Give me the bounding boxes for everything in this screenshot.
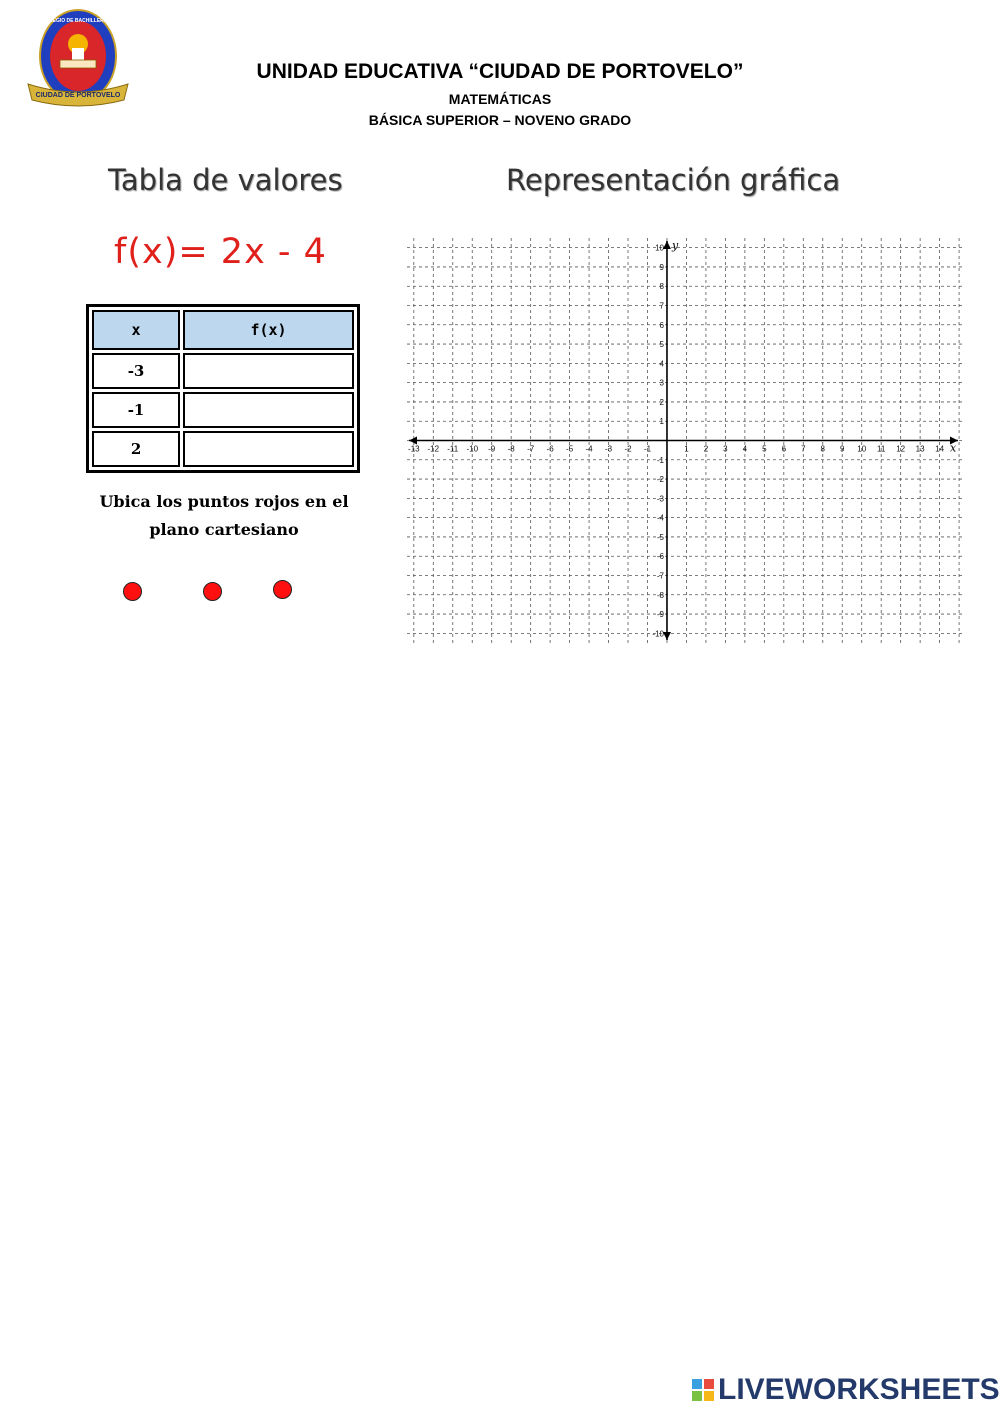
y-tick-label: -10	[652, 629, 664, 639]
y-tick-label: -7	[656, 571, 664, 581]
table-cell-fx-input[interactable]	[183, 431, 354, 467]
x-tick-label: 5	[762, 444, 767, 454]
school-name: UNIDAD EDUCATIVA “CIUDAD DE PORTOVELO”	[256, 60, 744, 83]
y-tick-label: -6	[656, 552, 664, 562]
x-tick-label: 3	[723, 444, 728, 454]
y-tick-label: 4	[659, 359, 664, 369]
table-cell-fx-input[interactable]	[183, 353, 354, 389]
x-tick-label: 2	[703, 444, 709, 454]
y-tick-label: 8	[659, 282, 664, 292]
table-row	[92, 431, 354, 467]
function-expression: f(x)= 2x - 4	[114, 232, 327, 272]
y-tick-label: 3	[659, 378, 664, 388]
table-cell-x: 2	[92, 431, 180, 467]
x-tick-label: 10	[857, 444, 867, 454]
x-tick-label: -13	[408, 444, 420, 454]
table-header-fx: f(x)	[183, 310, 354, 350]
red-point-3[interactable]	[273, 580, 292, 599]
x-tick-label: 14	[935, 444, 945, 454]
liveworksheets-logo-icon	[692, 1379, 714, 1401]
x-tick-label: -8	[507, 444, 515, 454]
instruction-text: Ubica los puntos rojos en el plano cartesiano	[99, 492, 349, 539]
x-tick-label: 13	[915, 444, 925, 454]
y-tick-label: 1	[659, 417, 664, 427]
x-tick-label: 8	[820, 444, 825, 454]
y-tick-label: 7	[659, 301, 664, 311]
x-tick-label: 7	[801, 444, 806, 454]
table-header-x: x	[92, 310, 180, 350]
x-tick-label: -1	[643, 444, 652, 454]
x-tick-label: 4	[742, 444, 748, 454]
x-tick-label: -7	[527, 444, 535, 454]
liveworksheets-brand: LIVEWORKSHEETS	[718, 1373, 1000, 1406]
red-point-2[interactable]	[203, 582, 222, 601]
y-tick-label: 5	[659, 340, 664, 350]
table-row	[92, 353, 354, 389]
y-tick-label: 2	[659, 397, 664, 407]
cartesian-plane[interactable]	[407, 238, 962, 643]
y-tick-label: -8	[656, 590, 664, 600]
y-axis-arrow-up	[663, 241, 671, 249]
y-tick-label: 10	[655, 243, 664, 253]
y-tick-label: 6	[659, 320, 664, 330]
x-tick-label: -3	[604, 444, 613, 454]
x-tick-label: -12	[427, 444, 440, 454]
y-axis-label: y	[671, 239, 679, 252]
x-axis-label: x	[950, 441, 957, 455]
x-tick-label: -11	[447, 444, 459, 454]
x-axis-arrow-left	[409, 437, 417, 445]
logo-bottom-text: EL ORO	[70, 105, 86, 110]
values-table-title: Tabla de valores	[108, 163, 343, 197]
subject: MATEMÁTICAS	[448, 91, 552, 107]
table-cell-x: -1	[92, 392, 180, 428]
x-tick-label: -4	[585, 444, 593, 454]
y-tick-label: 9	[659, 262, 664, 272]
logo-top-text: COLEGIO DE BACHILLERATO	[42, 18, 114, 24]
x-tick-label: -2	[624, 444, 632, 454]
x-tick-label: -6	[546, 444, 554, 454]
x-tick-label: -10	[466, 444, 479, 454]
grade-level: BÁSICA SUPERIOR – NOVENO GRADO	[368, 112, 632, 128]
school-logo	[24, 8, 132, 116]
table-row	[92, 392, 354, 428]
y-tick-label: -5	[656, 532, 664, 542]
values-table	[86, 304, 360, 473]
y-tick-label: -9	[656, 610, 664, 620]
y-tick-label: -2	[656, 475, 664, 485]
y-tick-label: -3	[656, 494, 664, 504]
x-tick-label: 6	[781, 444, 787, 454]
logo-ribbon-text: CIUDAD DE PORTOVELO	[35, 92, 121, 99]
graph-title: Representación gráfica	[506, 163, 841, 197]
table-cell-x: -3	[92, 353, 180, 389]
x-tick-label: 12	[896, 444, 906, 454]
y-axis-arrow-down	[663, 632, 671, 640]
x-tick-label: 9	[840, 444, 845, 454]
x-tick-label: -9	[488, 444, 496, 454]
y-tick-label: -1	[656, 455, 664, 465]
table-cell-fx-input[interactable]	[183, 392, 354, 428]
y-tick-label: -4	[656, 513, 664, 523]
red-point-1[interactable]	[123, 582, 142, 601]
x-tick-label: 11	[877, 444, 886, 454]
x-tick-label: -5	[566, 444, 574, 454]
x-tick-label: 1	[684, 444, 689, 454]
